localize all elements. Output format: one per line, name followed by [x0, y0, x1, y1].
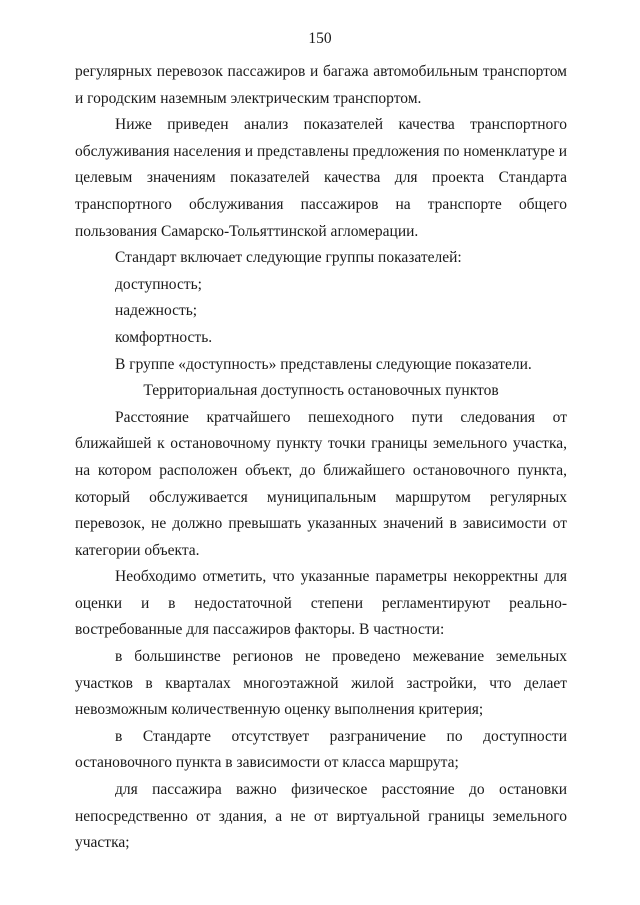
paragraph-intro: Ниже приведен анализ показателей качества транспортного обслуживания населения и представлены предложения по номенклатуре и целевым значениям показателей качества для проекта Стандарта транспортного обслуживания пассажиров на транспорте общего пользования Самарско-Тольяттинской агломерации. — [75, 116, 567, 240]
paragraph-continuation: регулярных перевозок пассажиров и багажа автомобильным транспортом и городским наземным электрическим транспортом. — [75, 63, 567, 107]
section-heading: Территориальная доступность остановочных пунктов — [143, 382, 499, 400]
list-item-reliability: надежность; — [115, 302, 198, 320]
paragraph-point-2: в Стандарте отсутствует разграничение по доступности остановочного пункта в зависимости от класса маршрута; — [75, 727, 567, 772]
page-number: 150 — [308, 30, 332, 47]
list-item-accessibility: доступность; — [115, 275, 202, 293]
paragraph-groups-lead: Стандарт включает следующие группы показателей: — [115, 249, 462, 267]
paragraph-point-1: в большинстве регионов не проведено межевание земельных участков в кварталах многоэтажной жилой застройки, что делает невозможным количественную оценку выполнения критерия; — [75, 648, 567, 719]
body-text — [75, 59, 567, 857]
paragraph-distance: Расстояние кратчайшего пешеходного пути следования от ближайшей к остановочному пункту точки границы земельного участка, на котором расположен объект, до ближайшего остановочного пункта, который обслуживается муниципальным маршрутом регулярных перевозок, не должно превышать указанных значений в зависимости от категории объекта. — [75, 408, 567, 559]
list-item-comfort: комфортность. — [115, 328, 213, 346]
paragraph-point-3: для пассажира важно физическое расстояние до остановки непосредственно от здания, а не от виртуальной границы земельного участка; — [75, 781, 567, 852]
paragraph-accessibility-group: В группе «доступность» представлены следующие показатели. — [115, 355, 532, 373]
paragraph-note: Необходимо отметить, что указанные параметры некорректны для оценки и в недостаточной степени регламентируют реально-востребованные для пассажиров факторы. В частности: — [75, 568, 567, 639]
